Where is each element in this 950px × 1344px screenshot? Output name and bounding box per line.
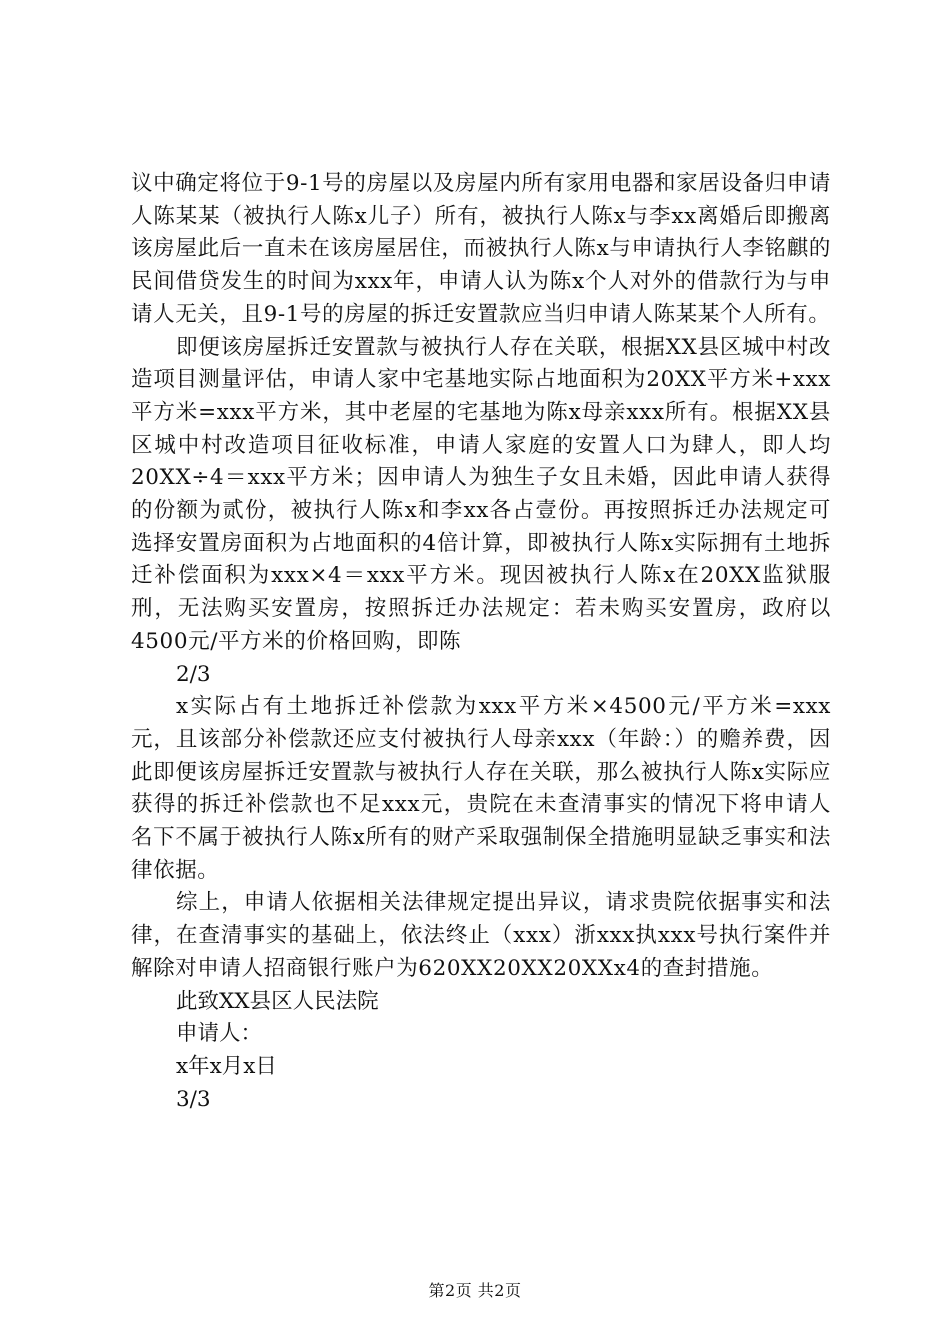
paragraph-compensation-calculation: 即便该房屋拆迁安置款与被执行人存在关联，根据XX县区城中村改造项目测量评估，申请人家中宅基地实际占地面积为20XX平方米+xxx平方米=xxx平方米，其中老屋的宅基地为陈x母亲xxx所有。根据XX县区城中村改造项目征收标准，申请人家庭的安置人口为肆人，即人均20XX÷4＝xxx平方米；因申请人为独生子女且未婚，因此申请人获得的份额为贰份，被执行人陈x和李xx各占壹份。再按照拆迁办法规定可选择安置房面积为占地面积的4倍计算，即被执行人陈x实际拥有土地拆迁补偿面积为xxx×4＝xxx平方米。现因被执行人陈x在20XX监狱服刑，无法购买安置房，按照拆迁办法规定：若未购买安置房，政府以4500元/平方米的价格回购，即陈 — [131, 334, 831, 654]
date-line: x年x月x日 — [176, 1053, 277, 1079]
salutation: 此致XX县区人民法院 — [176, 988, 379, 1014]
page-footer: 第2页 共2页 — [428, 1281, 522, 1300]
page-marker: 3/3 — [176, 1086, 211, 1112]
paragraph-compensation-amount: x实际占有土地拆迁补偿款为xxx平方米×4500元/平方米=xxx元，且该部分补偿款还应支付被执行人母亲xxx（年龄：）的赡养费，因此即便该房屋拆迁安置款与被执行人存在关联，那么被执行人陈x实际应获得的拆迁补偿款也不足xxx元，贵院在未查清事实的情况下将申请人名下不属于被执行人陈x所有的财产采取强制保全措施明显缺乏事实和法律依据。 — [131, 694, 831, 883]
page-marker: 2/3 — [176, 661, 211, 687]
applicant-signature: 申请人： — [176, 1021, 263, 1047]
document-body — [131, 168, 831, 1116]
paragraph-conclusion: 综上，申请人依据相关法律规定提出异议，请求贵院依据事实和法律，在查清事实的基础上，依法终止（xxx）浙xxx执xxx号执行案件并解除对申请人招商银行账户为620XX20XX20XXx4的查封措施。 — [131, 890, 831, 981]
paragraph-continuation: 议中确定将位于9-1号的房屋以及房屋内所有家用电器和家居设备归申请人陈某某（被执行人陈x儿子）所有，被执行人陈x与李xx离婚后即搬离该房屋此后一直未在该房屋居住，而被执行人陈x与申请执行人李铭麒的民间借贷发生的时间为xxx年，申请人认为陈x个人对外的借款行为与申请人无关，且9-1号的房屋的拆迁安置款应当归申请人陈某某个人所有。 — [131, 171, 831, 327]
